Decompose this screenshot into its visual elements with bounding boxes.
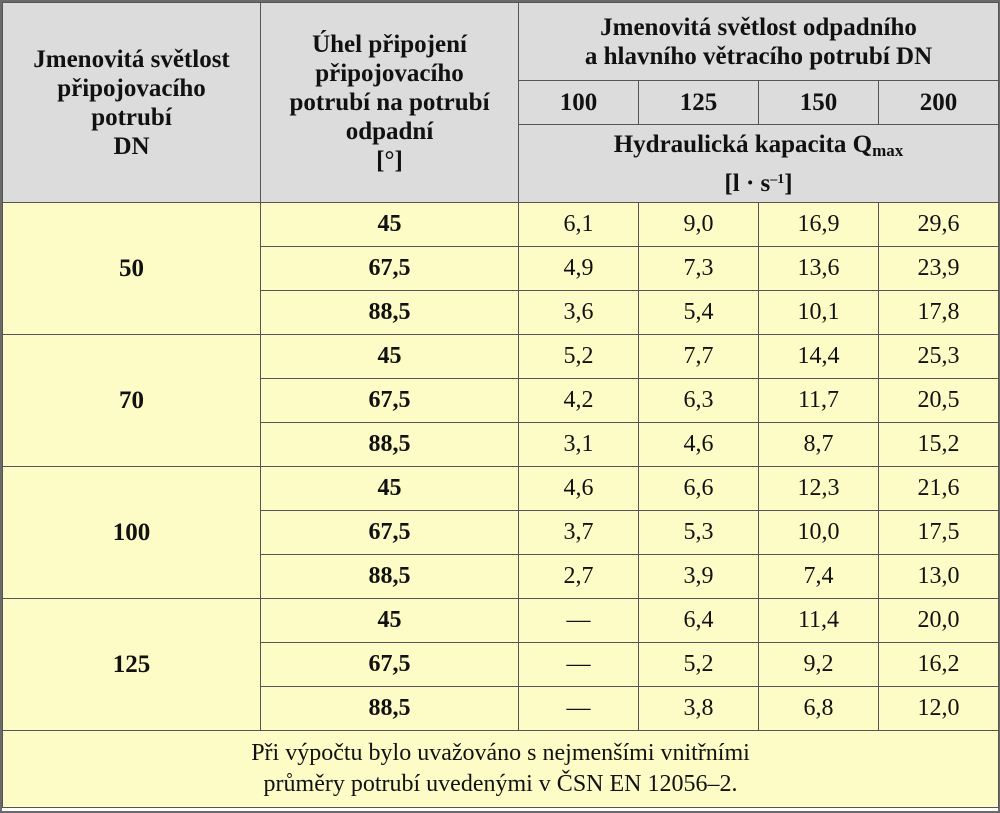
angle-cell: 45 bbox=[261, 203, 519, 247]
unit-prefix: [l · s bbox=[724, 169, 771, 197]
capacity-value-cell: 21,6 bbox=[879, 467, 999, 511]
capacity-value-cell: 10,1 bbox=[759, 291, 879, 335]
capacity-value-cell: 9,2 bbox=[759, 643, 879, 687]
capacity-value-cell: 6,1 bbox=[519, 203, 639, 247]
capacity-value-cell: 4,6 bbox=[519, 467, 639, 511]
header-group-line: a hlavního větracího potrubí DN bbox=[584, 42, 933, 70]
capacity-value-cell: 7,3 bbox=[639, 247, 759, 291]
capacity-value-cell: 4,6 bbox=[639, 423, 759, 467]
capacity-value-cell: 8,7 bbox=[759, 423, 879, 467]
capacity-unit-line bbox=[519, 165, 998, 198]
header-col1-line: potrubí bbox=[91, 103, 172, 131]
capacity-value-cell: 17,5 bbox=[879, 511, 999, 555]
capacity-value-cell: 5,2 bbox=[639, 643, 759, 687]
angle-cell: 45 bbox=[261, 599, 519, 643]
header-group-line: Jmenovitá světlost odpadního bbox=[600, 13, 917, 41]
capacity-value-cell: 11,4 bbox=[759, 599, 879, 643]
capacity-value-cell: 5,3 bbox=[639, 511, 759, 555]
table-note bbox=[3, 731, 999, 808]
connecting-dn-cell: 100 bbox=[3, 467, 261, 599]
capacity-value-cell: 20,5 bbox=[879, 379, 999, 423]
header-dn-125: 125 bbox=[639, 81, 759, 125]
capacity-value-cell: 17,8 bbox=[879, 291, 999, 335]
angle-cell: 45 bbox=[261, 467, 519, 511]
capacity-value-cell: 3,1 bbox=[519, 423, 639, 467]
capacity-value-cell: 5,2 bbox=[519, 335, 639, 379]
angle-cell: 45 bbox=[261, 335, 519, 379]
capacity-label: Hydraulická kapacita Q bbox=[613, 130, 873, 158]
header-col2-line: odpadní bbox=[345, 118, 434, 145]
header-col2-line: potrubí na potrubí bbox=[289, 89, 490, 116]
capacity-value-cell: 6,3 bbox=[639, 379, 759, 423]
connecting-dn-cell: 70 bbox=[3, 335, 261, 467]
capacity-value-cell: 4,2 bbox=[519, 379, 639, 423]
capacity-value-cell: 12,0 bbox=[879, 687, 999, 731]
capacity-value-cell: 3,6 bbox=[519, 291, 639, 335]
header-dn-200: 200 bbox=[879, 81, 999, 125]
hydraulic-capacity-table bbox=[2, 2, 999, 808]
capacity-value-cell: 5,4 bbox=[639, 291, 759, 335]
capacity-value-cell: — bbox=[519, 599, 639, 643]
unit-suffix: ] bbox=[784, 169, 793, 197]
capacity-value-cell: 16,2 bbox=[879, 643, 999, 687]
note-line: průměry potrubí uvedenými v ČSN EN 12056–2. bbox=[263, 771, 738, 797]
header-col1-line: DN bbox=[113, 132, 150, 160]
capacity-value-cell: 25,3 bbox=[879, 335, 999, 379]
header-col2-line: [°] bbox=[376, 147, 403, 174]
angle-cell: 88,5 bbox=[261, 555, 519, 599]
capacity-value-cell: 15,2 bbox=[879, 423, 999, 467]
header-waste-pipe-dn bbox=[519, 3, 999, 81]
table-row bbox=[3, 203, 999, 247]
angle-cell: 67,5 bbox=[261, 247, 519, 291]
capacity-value-cell: 9,0 bbox=[639, 203, 759, 247]
angle-cell: 67,5 bbox=[261, 379, 519, 423]
capacity-value-cell: 3,9 bbox=[639, 555, 759, 599]
table-row bbox=[3, 599, 999, 643]
capacity-value-cell: — bbox=[519, 643, 639, 687]
header-connection-angle bbox=[261, 3, 519, 203]
capacity-value-cell: 6,4 bbox=[639, 599, 759, 643]
capacity-subscript: max bbox=[872, 140, 904, 160]
header-col2-line: připojovacího bbox=[315, 60, 464, 87]
angle-cell: 88,5 bbox=[261, 291, 519, 335]
header-dn-100: 100 bbox=[519, 81, 639, 125]
capacity-value-cell: 3,7 bbox=[519, 511, 639, 555]
capacity-value-cell: 10,0 bbox=[759, 511, 879, 555]
capacity-value-cell: 13,6 bbox=[759, 247, 879, 291]
note-line: Při výpočtu bylo uvažováno s nejmenšími vnitřními bbox=[251, 740, 750, 766]
capacity-value-cell: 20,0 bbox=[879, 599, 999, 643]
table-body bbox=[3, 203, 999, 731]
capacity-value-cell: 7,4 bbox=[759, 555, 879, 599]
capacity-value-cell: 4,9 bbox=[519, 247, 639, 291]
capacity-value-cell: 6,6 bbox=[639, 467, 759, 511]
header-dn-150: 150 bbox=[759, 81, 879, 125]
header-hydraulic-capacity bbox=[519, 125, 999, 203]
connecting-dn-cell: 50 bbox=[3, 203, 261, 335]
connecting-dn-cell: 125 bbox=[3, 599, 261, 731]
header-col1-line: Jmenovitá světlost bbox=[33, 45, 230, 73]
angle-cell: 88,5 bbox=[261, 423, 519, 467]
angle-cell: 67,5 bbox=[261, 643, 519, 687]
capacity-value-cell: 16,9 bbox=[759, 203, 879, 247]
capacity-value-cell: 13,0 bbox=[879, 555, 999, 599]
capacity-value-cell: 23,9 bbox=[879, 247, 999, 291]
header-connecting-dn bbox=[3, 3, 261, 203]
table-row bbox=[3, 335, 999, 379]
capacity-value-cell: — bbox=[519, 687, 639, 731]
header-col1-line: připojovacího bbox=[57, 74, 206, 102]
angle-cell: 88,5 bbox=[261, 687, 519, 731]
table-row bbox=[3, 467, 999, 511]
capacity-value-cell: 29,6 bbox=[879, 203, 999, 247]
capacity-value-cell: 2,7 bbox=[519, 555, 639, 599]
angle-cell: 67,5 bbox=[261, 511, 519, 555]
header-col2-line: Úhel připojení bbox=[312, 31, 467, 58]
capacity-value-cell: 14,4 bbox=[759, 335, 879, 379]
capacity-value-cell: 12,3 bbox=[759, 467, 879, 511]
unit-superscript: –1 bbox=[770, 171, 785, 187]
capacity-value-cell: 11,7 bbox=[759, 379, 879, 423]
capacity-value-cell: 6,8 bbox=[759, 687, 879, 731]
capacity-value-cell: 3,8 bbox=[639, 687, 759, 731]
capacity-label-line bbox=[519, 130, 998, 165]
capacity-value-cell: 7,7 bbox=[639, 335, 759, 379]
